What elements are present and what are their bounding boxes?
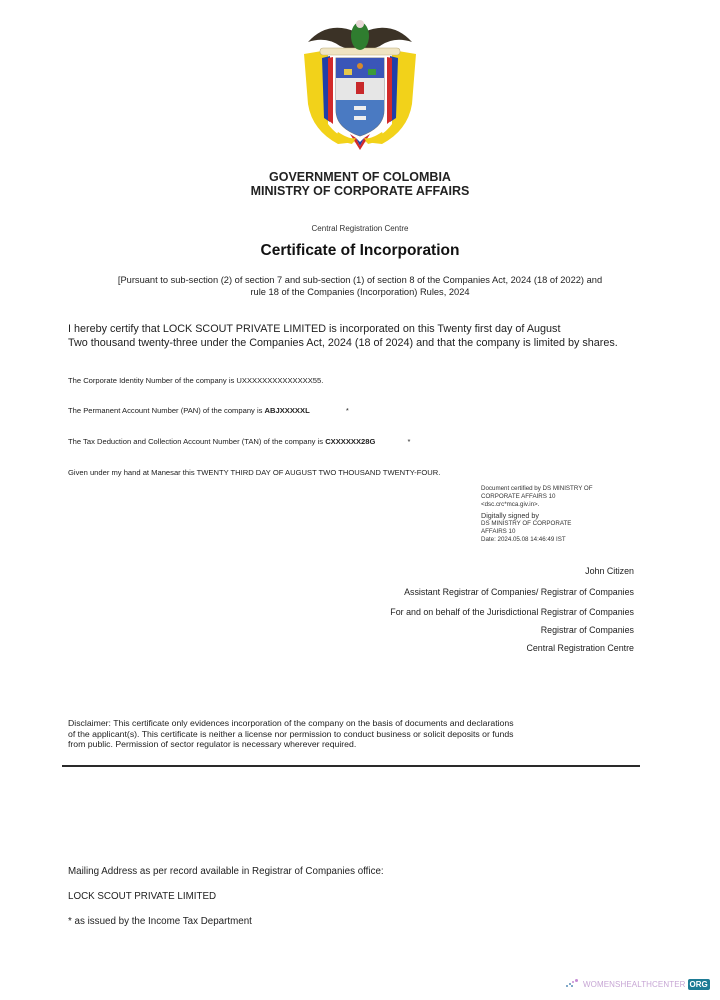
watermark-dots-icon (566, 978, 580, 990)
disclaimer-line-2: of the applicant(s). This certificate is neither a license nor permission to conduct business or solicit deposits or funds (68, 728, 514, 739)
disclaimer-line-3: from public. Permission of sector regulator is necessary wherever required. (68, 739, 357, 749)
pan-label: The Permanent Account Number (PAN) of the company is (68, 406, 265, 415)
government-name: GOVERNMENT OF COLOMBIA (269, 170, 451, 184)
ds-certified-line-2: CORPORATE AFFAIRS 10 (481, 493, 556, 500)
disclaimer-text (68, 718, 588, 750)
signatory-centre: Central Registration Centre (526, 643, 634, 653)
certify-line-2: Two thousand twenty-three under the Companies Act, 2024 (18 of 2024) and that the company is limited by shares. (68, 337, 618, 349)
pan-value: ABJXXXXXL (264, 406, 310, 415)
mailing-address-heading: Mailing Address as per record available in Registrar of Companies office: (68, 866, 384, 877)
ds-certified-line-3: <dsc.crc*mca.giv.in>. (481, 501, 540, 508)
ds-date: Date: 2024.05.08 14:46:49 IST (481, 536, 566, 543)
horizontal-divider (62, 765, 640, 767)
tan-label: The Tax Deduction and Collection Account Number (TAN) of the company is (68, 437, 326, 446)
watermark (566, 976, 716, 992)
ministry-name: MINISTRY OF CORPORATE AFFAIRS (250, 184, 470, 198)
certificate-title: Certificate of Incorporation (260, 242, 460, 259)
pan-footnote-mark: * (345, 406, 349, 415)
certify-line-1: I hereby certify that LOCK SCOUT PRIVATE LIMITED is incorporated on this Twenty first day of August (68, 323, 561, 335)
mailing-company-name: LOCK SCOUT PRIVATE LIMITED (68, 891, 217, 902)
ds-certified-line-1: Document certified by DS MINISTRY OF (481, 485, 593, 492)
tan-footnote-mark: * (407, 437, 411, 446)
signatory-role: Assistant Registrar of Companies/ Registrar of Companies (404, 587, 634, 597)
government-heading (0, 170, 720, 198)
given-statement: Given under my hand at Manesar this TWENTY THIRD DAY OF AUGUST TWO THOUSAND TWENTY-FOUR. (68, 468, 441, 477)
certification-statement (68, 322, 668, 350)
pursuant-line-2: rule 18 of the Companies (Incorporation) Rules, 2024 (250, 287, 470, 297)
pursuant-line-1: [Pursuant to sub-section (2) of section 7 and sub-section (1) of section 8 of the Companies Act, 2024 (18 of 2022) and (117, 275, 603, 285)
signatory-name: John Citizen (585, 566, 634, 576)
tan-value: CXXXXXX28G (325, 437, 376, 446)
cin-statement: The Corporate Identity Number of the company is UXXXXXXXXXXXXXX55. (68, 376, 324, 385)
registration-centre-label: Central Registration Centre (311, 224, 409, 233)
digital-signature-block (481, 485, 641, 544)
disclaimer-line-1: Disclaimer: This certificate only evidences incorporation of the company on the basis of documents and declarations (68, 718, 514, 728)
coat-of-arms-emblem (298, 14, 422, 154)
watermark-text: WOMENSHEALTHCENTER (583, 979, 686, 989)
tan-statement (68, 437, 411, 446)
signatory-registrar: Registrar of Companies (540, 625, 634, 635)
pan-statement (68, 406, 349, 415)
pursuant-clause (0, 274, 720, 298)
signatory-behalf: For and on behalf of the Jurisdictional Registrar of Companies (390, 607, 634, 617)
income-tax-footnote: * as issued by the Income Tax Department (68, 916, 252, 927)
ds-signed-line-2: AFFAIRS 10 (481, 528, 516, 535)
watermark-tld: ORG (689, 979, 708, 989)
ds-signed-heading: Digitally signed by (481, 511, 539, 520)
ds-signed-line-1: DS MINISTRY OF CORPORATE (481, 520, 572, 527)
